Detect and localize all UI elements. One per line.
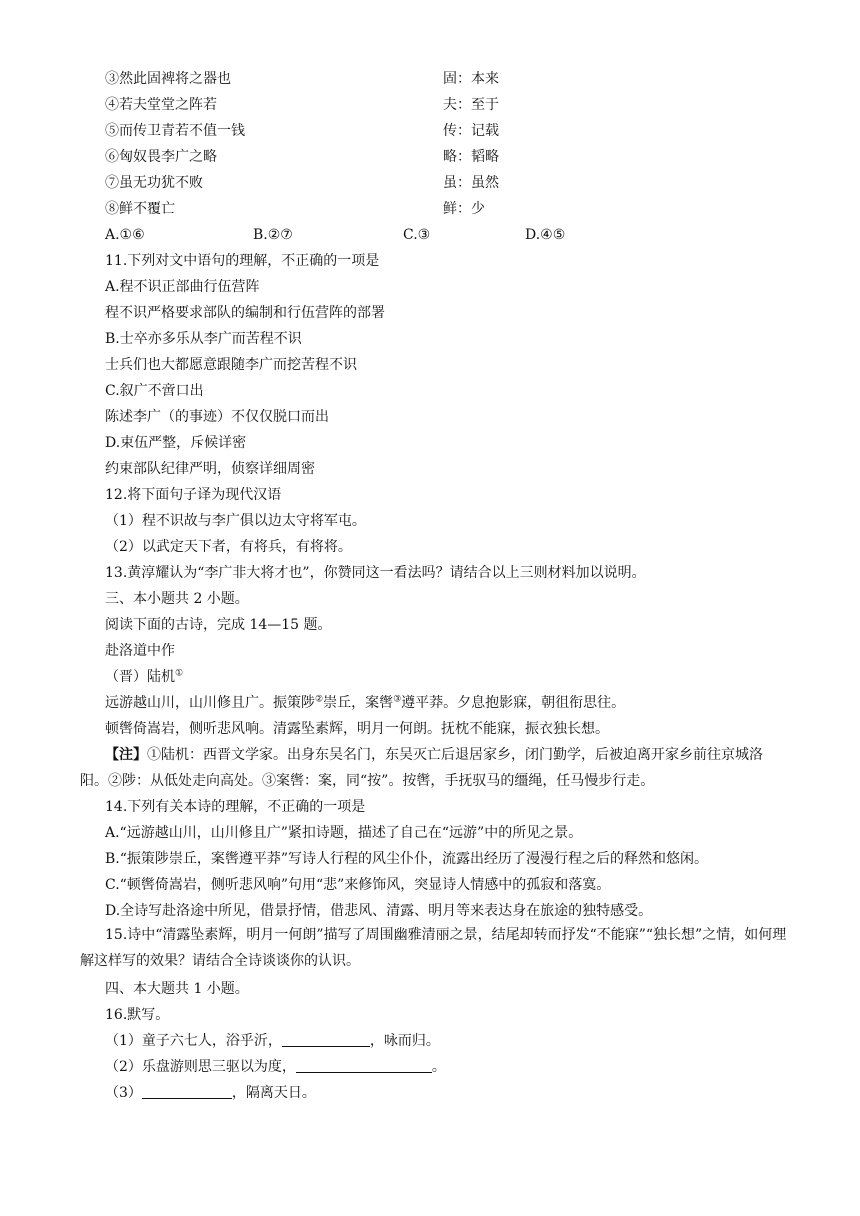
q11-option-line: 约束部队纪律严明，侦察详细周密	[105, 461, 315, 477]
q11-option-line: B.士卒亦多乐从李广而苦程不识	[105, 331, 302, 347]
poem-author-name: （晋）陆机	[105, 669, 175, 685]
q10-item-definition: 传：记载	[443, 123, 499, 139]
note-label: 【注】	[105, 747, 147, 763]
blank-suffix: ，隔离天日。	[231, 1085, 316, 1101]
q10-item-sentence: ⑦虽无功犹不败	[105, 175, 203, 191]
poem-text: 崇丘，案辔	[323, 695, 394, 711]
q10-item-definition: 固：本来	[443, 71, 499, 87]
q13-stem: 13.黄淳耀认为“李广非大将才也”，你赞同这一看法吗？请结合以上三则材料加以说明。	[105, 565, 646, 581]
footnote-marker: ①	[175, 668, 184, 679]
answer-blank[interactable]	[296, 1058, 432, 1073]
q10-item-definition: 鲜：少	[443, 201, 485, 217]
q11-option-line: 程不识严格要求部队的编制和行伍营阵的部署	[105, 305, 385, 321]
q10-item-sentence: ⑤而传卫青若不值一钱	[105, 123, 245, 139]
q11-stem: 11.下列对文中语句的理解，不正确的一项是	[105, 253, 380, 269]
q11-option-line: C.叙广不啻口出	[105, 383, 204, 399]
poem-text: 遵平莽。夕息抱影寐，朝徂衔思往。	[401, 695, 626, 711]
blank-suffix: ，咏而归。	[369, 1033, 440, 1049]
q10-item-sentence: ③然此固裨将之器也	[105, 71, 231, 87]
q14-option-d: D.全诗写赴洛途中所见，借景抒情，借悲风、清露、明月等来表达身在旅途的独特感受。	[105, 903, 653, 919]
note-text: ①陆机：西晋文学家。出身东吴名门，东吴灭亡后退居家乡，闭门勤学，后被迫离开家乡前往京城洛阳。②陟：从低处走向高处。③案辔：案，同“按”。按辔，手抚驭马的缰绳，任马慢步行走。	[80, 747, 763, 789]
section-3-header: 三、本小题共 2 小题。	[105, 591, 249, 607]
q10-item-sentence: ④若夫堂堂之阵若	[105, 97, 217, 113]
poem-intro: 阅读下面的古诗，完成 14—15 题。	[105, 617, 332, 633]
q12-stem: 12.将下面句子译为现代汉语	[105, 487, 282, 503]
q10-item-definition: 虽：虽然	[443, 175, 499, 191]
section-4-header: 四、本大题共 1 小题。	[105, 981, 249, 997]
blank-suffix: 。	[431, 1059, 446, 1075]
blank-prefix: （3）	[105, 1085, 142, 1101]
q14-stem: 14.下列有关本诗的理解，不正确的一项是	[105, 799, 366, 815]
q15-stem: 15.诗中“清露坠素辉，明月一何朗”描写了周围幽雅清丽之景，结尾却转而抒发“不能寐”“独长想”之情，如何理解这样写的效果？请结合全诗谈谈你的认识。	[80, 927, 787, 969]
fill-blank-1	[105, 1032, 440, 1050]
q14-option-c: C.“顿辔倚嵩岩，侧听悲风响”句用“悲”来修饰风，突显诗人情感中的孤寂和落寞。	[105, 877, 611, 893]
poem-author	[105, 668, 183, 686]
poem-text: 远游越山川，山川修且广。振策陟	[105, 695, 315, 711]
q10-item-sentence: ⑥匈奴畏李广之略	[105, 149, 217, 165]
q10-option-d: D.④⑤	[525, 227, 566, 243]
q11-option-line: 士兵们也大都愿意跟随李广而挖苦程不识	[105, 357, 357, 373]
footnote-marker: ③	[393, 694, 402, 705]
q16-stem: 16.默写。	[105, 1007, 170, 1023]
fill-blank-2	[105, 1058, 446, 1076]
q11-option-line: D.束伍严整，斥候详密	[105, 435, 247, 451]
poem-line-2: 顿辔倚嵩岩，侧听悲风响。清露坠素辉，明月一何朗。抚枕不能寐，振衣独长想。	[105, 721, 609, 737]
answer-blank[interactable]	[142, 1084, 232, 1099]
q10-option-b: B.②⑦	[253, 227, 293, 243]
q10-option-c: C.③	[403, 227, 431, 243]
poem-title: 赴洛道中作	[105, 643, 175, 659]
q12-sentence-2: （2）以武定天下者，有将兵，有将将。	[105, 539, 352, 555]
footnote-marker: ②	[315, 694, 324, 705]
blank-prefix: （2）乐盘游则思三驱以为度，	[105, 1059, 296, 1075]
q11-option-line: 陈述李广（的事迹）不仅仅脱口而出	[105, 409, 329, 425]
answer-blank[interactable]	[282, 1032, 370, 1047]
blank-prefix: （1）童子六七人，浴乎沂，	[105, 1033, 282, 1049]
q10-item-definition: 夫：至于	[443, 97, 499, 113]
q10-item-definition: 略：韬略	[443, 149, 499, 165]
poem-line-1	[105, 694, 625, 712]
fill-blank-3	[105, 1084, 316, 1102]
q12-sentence-1: （1）程不识故与李广俱以边太守将军屯。	[105, 513, 366, 529]
q14-option-a: A.“远游越山川，山川修且广”紧扣诗题，描述了自己在“远游”中的所见之景。	[105, 825, 583, 841]
q10-option-a: A.①⑥	[105, 227, 145, 243]
q10-item-sentence: ⑧鲜不覆亡	[105, 201, 175, 217]
q14-option-b: B.“振策陟崇丘，案辔遵平莽”写诗人行程的风尘仆仆，流露出经历了漫漫行程之后的释然和悠闲。	[105, 851, 709, 867]
poem-notes	[80, 742, 790, 794]
q11-option-line: A.程不识正部曲行伍营阵	[105, 279, 260, 295]
